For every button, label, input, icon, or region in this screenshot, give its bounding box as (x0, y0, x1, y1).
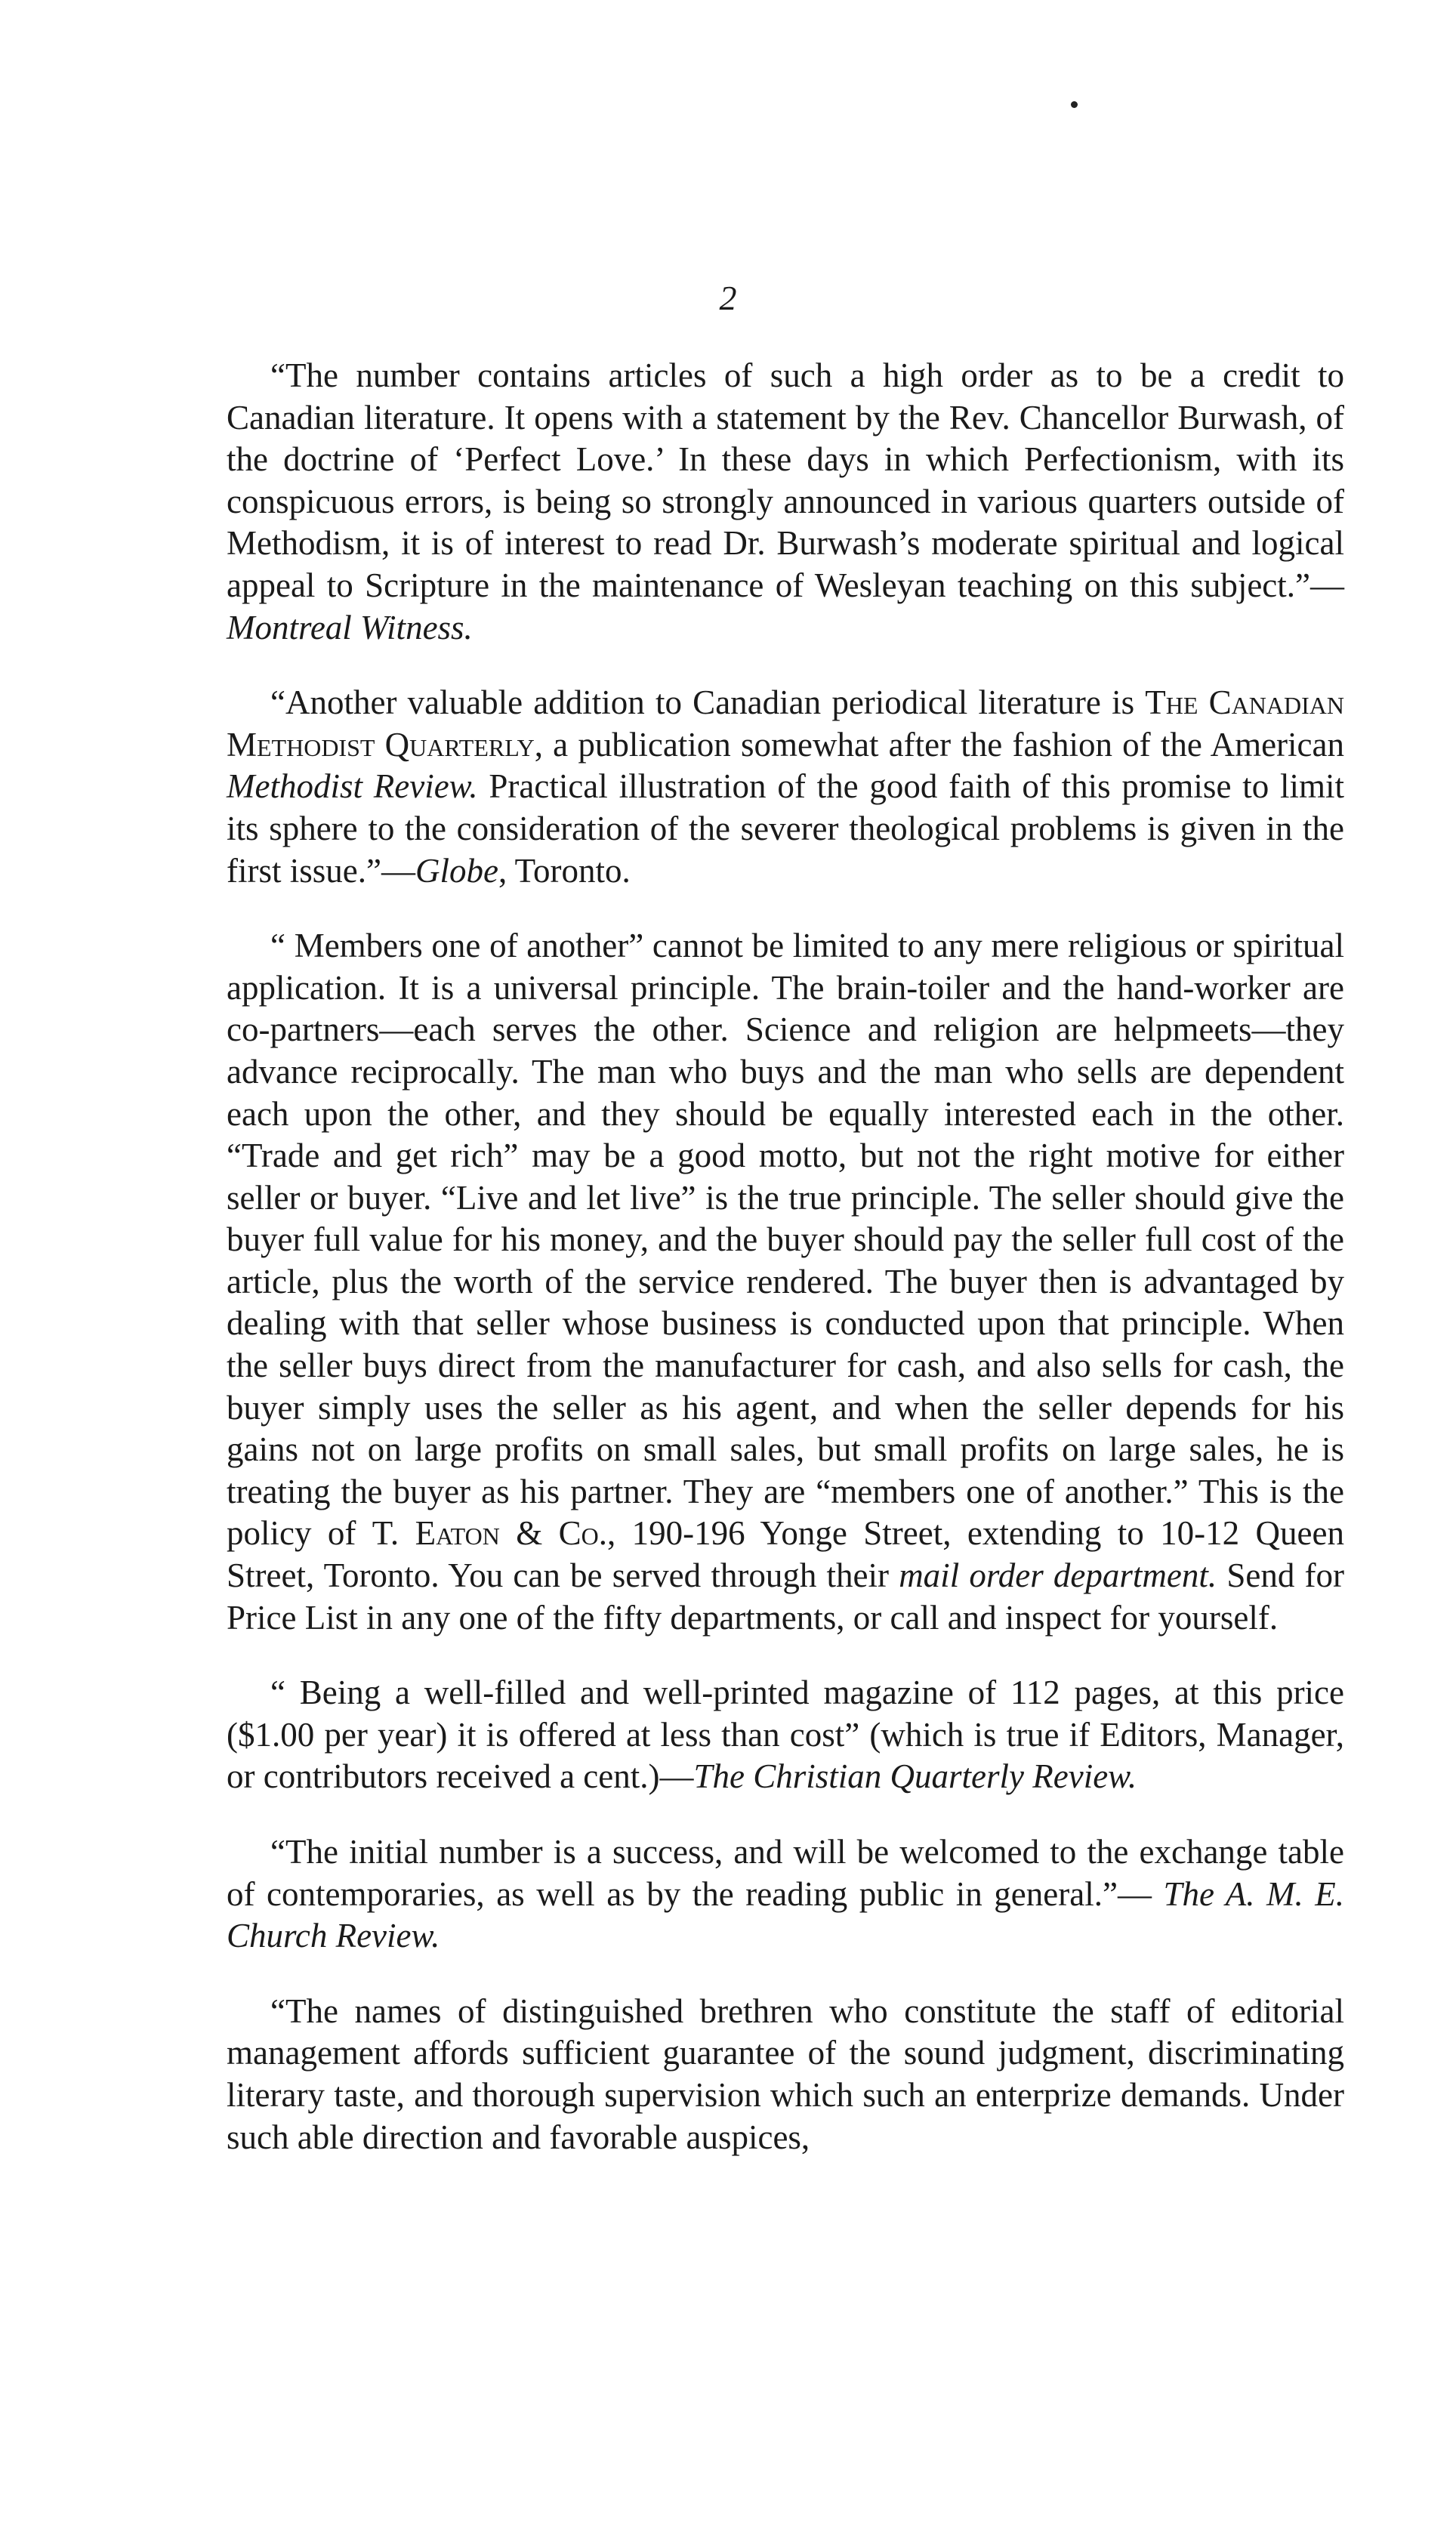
quote-montreal-witness (227, 355, 1344, 649)
text-column (227, 355, 1344, 2192)
quote-editorial-staff (227, 1991, 1344, 2158)
quote-text: , a publication somewhat after the fashion of the American (534, 725, 1344, 764)
quote-source: Montreal Witness. (227, 608, 473, 646)
quote-text: “The number contains articles of such a high order as to be a credit to Canadian literature. It opens with a statement by the Rev. Chancellor Burwash, of the doctrine of ‘Perfect Love.’ In these days in which Perfectionism, with its conspicuous errors, is being so strongly announced in various quarters outside of Methodism, it is of interest to read Dr. Burwash’s moderate spiritual and logical appeal to Scripture in the maintenance of Wesleyan teaching on this subject.”— (227, 356, 1344, 604)
ad-text: , 190-196 Yonge Street, extending to 10-12 Queen Street, Toronto. You can be served through their (227, 1514, 1344, 1595)
quote-text: Practical illustration of the good faith of this promise to limit its sphere to the consideration of the severer theological problems is given in the first issue.”— (227, 767, 1344, 890)
quote-text: “Another valuable addition to Canadian periodical literature is (270, 683, 1146, 722)
quote-ame-church-review (227, 1831, 1344, 1958)
company-name: T. Eaton & Co. (372, 1514, 608, 1553)
mail-order-department: mail order department. (899, 1556, 1217, 1595)
quote-text: “The names of distinguished brethren who constitute the staff of editorial management affords sufficient guarantee of the sound judgment, discriminating literary taste, and thorough supervision which such an enterprize demands. Under such able direction and favorable auspices, (227, 1991, 1344, 2156)
magazine-name: The Canadian Methodist Quarterly (227, 683, 1344, 764)
quote-globe (227, 682, 1344, 892)
quote-christian-quarterly (227, 1672, 1344, 1798)
quote-text: “The initial number is a success, and will be welcomed to the exchange table of contemporaries, as well as by the reading public in general.”— (227, 1833, 1344, 1913)
quote-source: Globe (415, 851, 498, 890)
quote-source: The A. M. E. Church Review. (227, 1874, 1344, 1955)
ad-text: Send for Price List in any one of the fifty departments, or call and inspect for yourself. (227, 1556, 1344, 1637)
ad-text: “ Members one of another” cannot be limited to any mere religious or spiritual application. It is a universal principle. The brain-toiler and the hand-worker are co-partners—each serves the other. Science and religion are helpmeets—they advance reciprocally. The man who buys and the man who sells are dependent each upon the other, and they should be equally interested each in the other. “Trade and get rich” may be a good motto, but not the right motive for either seller or buyer. “Live and let live” is the true principle. The seller should give the buyer full value for his money, and the buyer should pay the seller full cost of the article, plus the worth of the service rendered. The buyer then is advantaged by dealing with that seller whose business is conducted upon that principle. When the seller buys direct from the manufacturer for cash, and also sells for cash, the buyer simply uses the seller as his agent, and when the seller depends for his gains not on large profits on small sales, but small profits on large sales, he is treating the buyer as his partner. They are “members one of another.” This is the policy of (227, 927, 1344, 1553)
quote-source-place: , Toronto. (498, 851, 631, 890)
page-number: 2 (719, 279, 737, 317)
stray-ink-dot (1071, 101, 1078, 108)
quote-text: “ Being a well-filled and well-printed magazine of 112 pages, at this price ($1.00 per year) it is offered at less than cost” (which is true if Editors, Manager, or contributors received a cent.)— (227, 1674, 1344, 1796)
eaton-advertisement (227, 925, 1344, 1639)
review-name: Methodist Review. (227, 767, 478, 806)
quote-source: The Christian Quarterly Review. (693, 1757, 1137, 1796)
